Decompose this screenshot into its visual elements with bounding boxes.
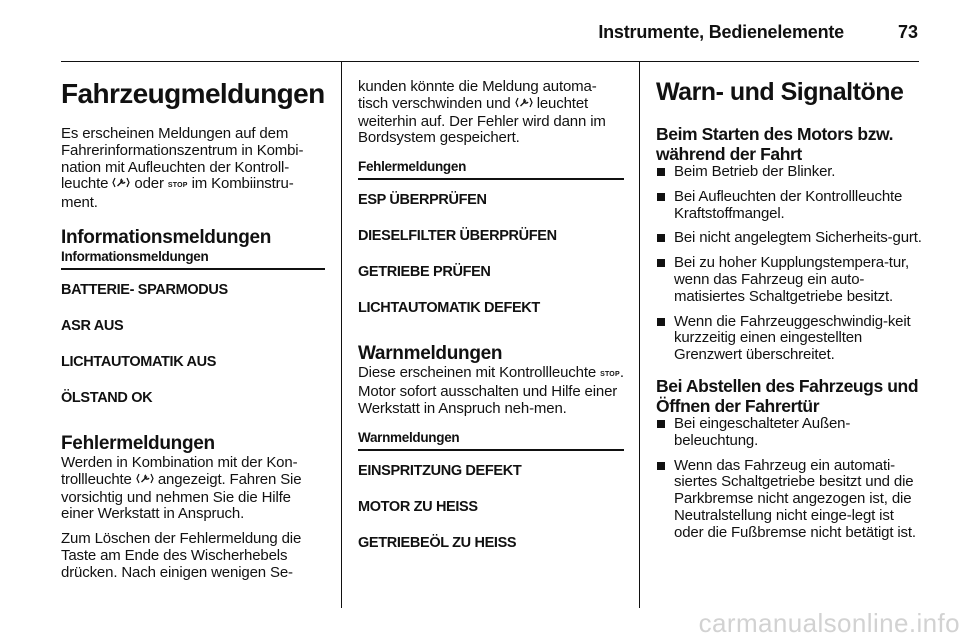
bullet-square-icon — [657, 462, 665, 470]
warn-paragraph: Diese erscheinen mit Kontrollleuchte STOP. Motor sofort ausschalten und Hilfe einer Werkstatt in Anspruch neh-men. — [358, 364, 624, 417]
warn-message: GETRIEBEÖL ZU HEISS — [358, 534, 517, 551]
stop-icon: STOP — [167, 182, 188, 190]
heading-warnmeldungen: Warnmeldungen — [358, 343, 503, 365]
list-item: Bei Aufleuchten der Kontrollleuchte Kraftstoffmangel. — [656, 189, 924, 223]
abstellen-list — [656, 416, 924, 542]
error-message: LICHTAUTOMATIK DEFEKT — [358, 300, 540, 317]
column-2 — [358, 62, 624, 608]
info-message: LICHTAUTOMATIK AUS — [61, 353, 217, 370]
error-table-header: Fehlermeldungen — [358, 159, 624, 180]
info-table-header: Informationsmeldungen — [61, 249, 325, 270]
continued-paragraph: kunden könnte die Meldung automa-tisch verschwinden und leuchtet weiterhin auf. Der Fehler wird dann im Bordsystem gespeichert. — [358, 78, 606, 147]
service-wrench-icon — [112, 176, 130, 194]
page-header — [0, 0, 960, 62]
info-message: ÖLSTAND OK — [61, 389, 153, 406]
watermark: carmanualsonline.info — [698, 608, 960, 638]
service-wrench-icon — [515, 96, 533, 114]
motorstart-list — [656, 164, 924, 364]
list-item: Wenn das Fahrzeug ein automati-siertes Schaltgetriebe besitzt und die Parkbremse nicht angezogen ist, die Neutralstellung nicht einge-legt ist oder die Fußbremse nicht betätigt ist. — [656, 458, 924, 542]
page-number: 73 — [897, 22, 918, 42]
list-item: Beim Betrieb der Blinker. — [656, 164, 924, 181]
column-divider-2 — [639, 62, 640, 608]
error-message: ESP ÜBERPRÜFEN — [358, 192, 487, 209]
list-item: Bei eingeschalteter Außen-beleuchtung. — [656, 416, 924, 450]
bullet-square-icon — [657, 259, 665, 267]
error-message: GETRIEBE PRÜFEN — [358, 264, 491, 281]
info-message-list — [61, 270, 325, 426]
heading-fehlermeldungen: Fehlermeldungen — [61, 432, 215, 454]
error-message: DIESELFILTER ÜBERPRÜFEN — [358, 228, 557, 245]
bullet-square-icon — [657, 420, 665, 428]
error-paragraph-2: Zum Löschen der Fehlermeldung die Taste am Ende des Wischerhebels drücken. Nach einigen wenigen Se- — [61, 530, 302, 581]
service-wrench-icon — [136, 472, 154, 490]
info-message: BATTERIE- SPARMODUS — [61, 281, 228, 298]
bullet-square-icon — [657, 318, 665, 326]
section-title-warn-signaltoene: Warn- und Signaltöne — [656, 78, 904, 106]
heading-informationsmeldungen: Informationsmeldungen — [61, 226, 272, 248]
header-title: Instrumente, Bedienelemente — [598, 22, 844, 42]
section-title-fahrzeugmeldungen: Fahrzeugmeldungen — [61, 78, 325, 109]
column-divider-1 — [341, 62, 342, 608]
heading-motorstart: Beim Starten des Motors bzw. während der Fahrt — [656, 124, 894, 164]
list-item: Wenn die Fahrzeuggeschwindig-keit kurzzeitig einen eingestellten Grenzwert überschreitet. — [656, 314, 924, 364]
bullet-square-icon — [657, 168, 665, 176]
intro-paragraph: Es erscheinen Meldungen auf dem Fahrerinformationszentrum in Kombi-nation mit Aufleuchten der Kontroll-leuchte oder STOP im Kombiinstru-ment. — [61, 125, 304, 212]
list-item: Bei zu hoher Kupplungstempera-tur, wenn das Fahrzeug ein auto-matisiertes Schaltgetriebe besitzt. — [656, 255, 924, 305]
warn-message-list — [358, 451, 624, 571]
bullet-square-icon — [657, 193, 665, 201]
column-3 — [656, 62, 924, 608]
bullet-square-icon — [657, 234, 665, 242]
stop-icon: STOP — [600, 371, 620, 379]
column-1 — [61, 62, 325, 608]
info-message: ASR AUS — [61, 317, 124, 334]
error-message-list — [358, 180, 624, 336]
list-item: Bei nicht angelegtem Sicherheits-gurt. — [656, 230, 924, 247]
error-paragraph-1: Werden in Kombination mit der Kon-trollleuchte angezeigt. Fahren Sie vorsichtig und nehmen Sie die Hilfe einer Werkstatt in Anspruch. — [61, 453, 302, 523]
warn-message: MOTOR ZU HEISS — [358, 498, 478, 515]
warn-message: EINSPRITZUNG DEFEKT — [358, 462, 522, 479]
heading-abstellen: Bei Abstellen des Fahrzeugs und Öffnen der Fahrertür — [656, 375, 919, 416]
warn-table-header: Warnmeldungen — [358, 430, 624, 451]
